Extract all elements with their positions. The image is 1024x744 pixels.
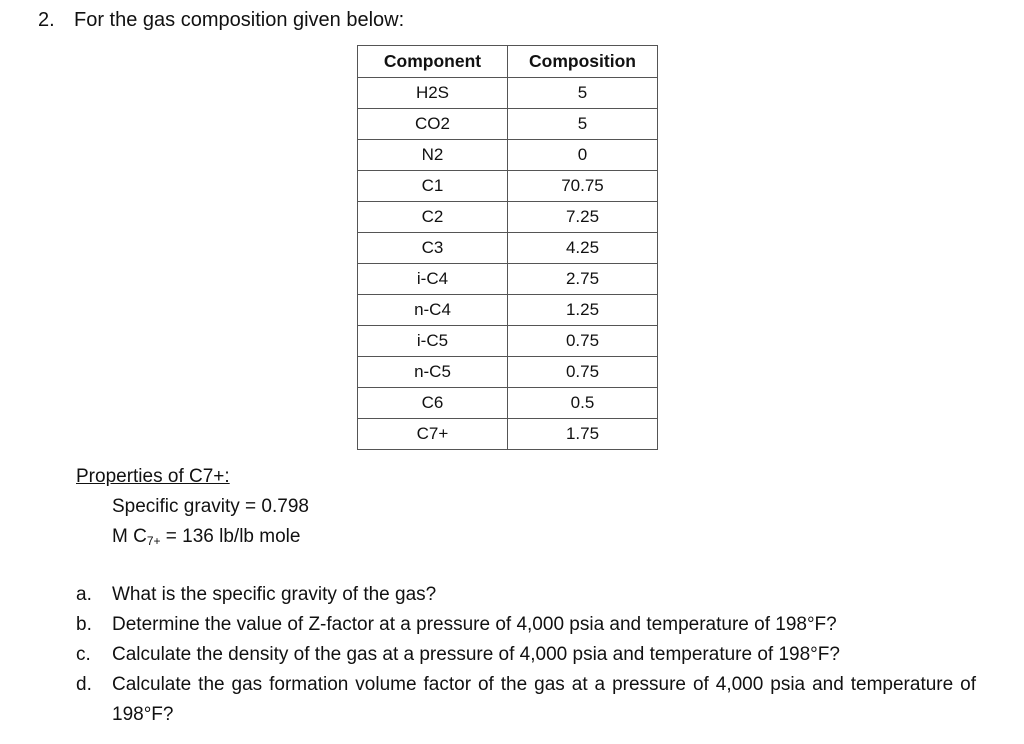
composition-cell: 0 [508, 140, 658, 171]
sub-question-letter: b. [76, 614, 92, 635]
sub-question [76, 670, 976, 730]
component-cell: C3 [358, 233, 508, 264]
table-row [358, 171, 658, 202]
composition-cell: 70.75 [508, 171, 658, 202]
table-row [358, 357, 658, 388]
component-cell: i-C5 [358, 326, 508, 357]
mw-subscript: 7+ [146, 534, 161, 548]
mw-suffix: = 136 lb/lb mole [160, 526, 301, 547]
question-prompt: For the gas composition given below: [74, 9, 405, 31]
sub-question-letter: d. [76, 674, 92, 695]
table-row [358, 202, 658, 233]
mw-prefix: M C [112, 526, 147, 547]
composition-cell: 0.75 [508, 357, 658, 388]
table-row [358, 140, 658, 171]
composition-cell: 0.5 [508, 388, 658, 419]
component-cell: n-C4 [358, 295, 508, 326]
table-header-row [358, 46, 658, 78]
column-header-composition: Composition [508, 46, 658, 78]
composition-cell: 5 [508, 78, 658, 109]
composition-cell: 4.25 [508, 233, 658, 264]
properties-title: Properties of C7+: [76, 466, 230, 487]
table-row [358, 326, 658, 357]
sub-question-text: Determine the value of Z-factor at a pressure of 4,000 psia and temperature of 198°F? [112, 614, 837, 635]
sub-questions-list [76, 580, 976, 730]
column-header-component: Component [358, 46, 508, 78]
sub-question [76, 580, 976, 610]
sub-question-letter: a. [76, 584, 92, 605]
sub-question-text: Calculate the gas formation volume factor of the gas at a pressure of 4,000 psia and temperature of 198°F? [112, 674, 976, 725]
table-row [358, 295, 658, 326]
component-cell: C6 [358, 388, 508, 419]
question-number: 2. [38, 9, 55, 31]
sub-question-text: What is the specific gravity of the gas? [112, 584, 437, 605]
component-cell: C1 [358, 171, 508, 202]
component-cell: N2 [358, 140, 508, 171]
sub-question-letter: c. [76, 644, 91, 665]
composition-cell: 2.75 [508, 264, 658, 295]
component-cell: H2S [358, 78, 508, 109]
table-row [358, 109, 658, 140]
composition-table [357, 45, 658, 450]
table-row [358, 264, 658, 295]
c7-properties [76, 462, 309, 556]
table-row [358, 388, 658, 419]
molecular-weight-line [76, 522, 309, 556]
component-cell: CO2 [358, 109, 508, 140]
table-row [358, 419, 658, 450]
sub-question [76, 610, 976, 640]
component-cell: i-C4 [358, 264, 508, 295]
composition-cell: 7.25 [508, 202, 658, 233]
composition-cell: 5 [508, 109, 658, 140]
specific-gravity-line: Specific gravity = 0.798 [112, 496, 309, 517]
component-cell: C7+ [358, 419, 508, 450]
question-header [38, 6, 404, 34]
table-row [358, 78, 658, 109]
composition-cell: 1.75 [508, 419, 658, 450]
component-cell: n-C5 [358, 357, 508, 388]
table-body [358, 78, 658, 450]
component-cell: C2 [358, 202, 508, 233]
sub-question-text: Calculate the density of the gas at a pressure of 4,000 psia and temperature of 198°F? [112, 644, 840, 665]
table-row [358, 233, 658, 264]
composition-cell: 0.75 [508, 326, 658, 357]
sub-question [76, 640, 976, 670]
composition-cell: 1.25 [508, 295, 658, 326]
